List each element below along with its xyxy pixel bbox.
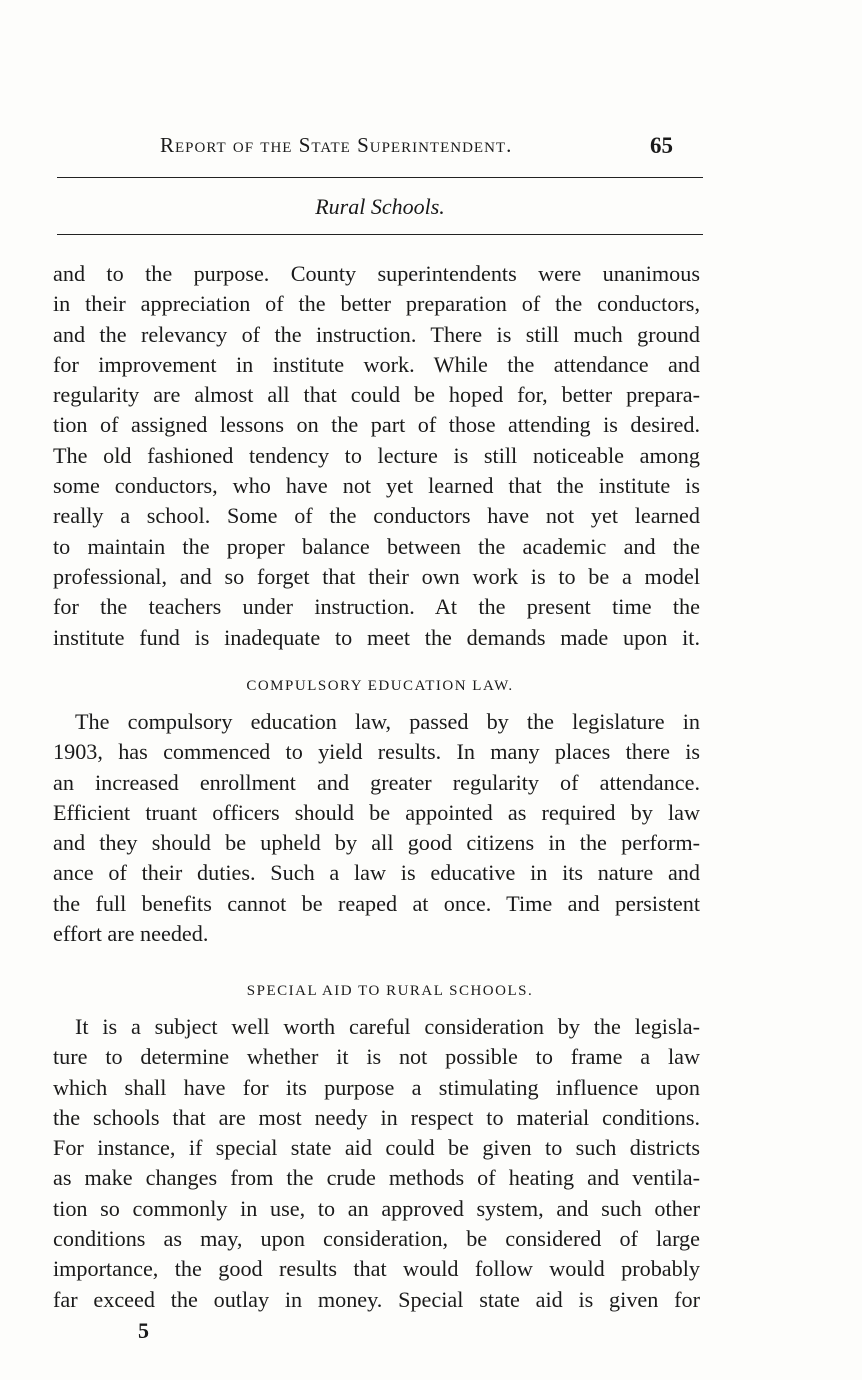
text-line: to maintain the proper balance between the academic and the (53, 533, 700, 559)
heading-compulsory-education-law: COMPULSORY EDUCATION LAW. (246, 678, 514, 694)
text-line: which shall have for its purpose a stimulating influence upon (53, 1074, 700, 1100)
text-line: an increased enrollment and greater regularity of attendance. (53, 769, 700, 795)
text-line: institute fund is inadequate to meet the demands made upon it. (53, 624, 700, 650)
text-line: some conductors, who have not yet learned that the institute is (53, 473, 700, 499)
signature-mark: 5 (138, 1318, 149, 1343)
text-line: and the relevancy of the instruction. There is still much ground (53, 321, 700, 347)
text-line: the full benefits cannot be reaped at once. Time and persistent (53, 890, 700, 916)
text-line: tion of assigned lessons on the part of those attending is desired. (53, 412, 700, 438)
text-line: for the teachers under instruction. At the present time the (53, 594, 700, 620)
text-line: 1903, has commenced to yield results. In many places there is (53, 739, 700, 765)
text-line: The compulsory education law, passed by the legislature in (75, 709, 700, 734)
text-line: regularity are almost all that could be hoped for, better prepara- (53, 382, 700, 408)
text-line: ture to determine whether it is not possible to frame a law (53, 1044, 700, 1070)
text-line: Efficient truant officers should be appointed as required by law (53, 799, 700, 825)
paragraph-special-aid (53, 1012, 700, 1315)
text-line: and they should be upheld by all good citizens in the perform- (53, 830, 700, 856)
text-line: For instance, if special state aid could be given to such districts (53, 1135, 700, 1161)
heading-special-aid: SPECIAL AID TO RURAL SCHOOLS. (246, 983, 534, 999)
header-rule-bottom (57, 234, 703, 235)
section-subhead: Rural Schools. (315, 194, 445, 219)
text-line: professional, and so forget that their own work is to be a model (53, 563, 700, 589)
text-line: ance of their duties. Such a law is educative in its nature and (53, 860, 700, 886)
paragraph-compulsory-education (53, 707, 700, 949)
text-line: tion so commonly in use, to an approved system, and such other (53, 1195, 700, 1221)
text-line: in their appreciation of the better preparation of the conductors, (53, 291, 700, 317)
text-line: as make changes from the crude methods of heating and ventila- (53, 1165, 700, 1191)
text-line: far exceed the outlay in money. Special state aid is given for (53, 1286, 700, 1312)
text-line: really a school. Some of the conductors have not yet learned (53, 503, 700, 529)
header-rule-top (57, 177, 703, 178)
running-title: Report of the State Superintendent. (160, 133, 513, 157)
text-line: and to the purpose. County superintendents were unanimous (53, 261, 700, 286)
text-line: It is a subject well worth careful consideration by the legisla- (75, 1014, 700, 1039)
text-line: the schools that are most needy in respect to material conditions. (53, 1104, 700, 1130)
page-number: 65 (650, 133, 673, 158)
text-line: effort are needed. (53, 921, 209, 947)
text-line: conditions as may, upon consideration, be considered of large (53, 1226, 700, 1252)
paragraph-institutes (53, 259, 700, 653)
text-line: The old fashioned tendency to lecture is still noticeable among (53, 442, 700, 468)
text-line: for improvement in institute work. While the attendance and (53, 351, 700, 377)
text-line: importance, the good results that would follow would probably (53, 1256, 700, 1282)
